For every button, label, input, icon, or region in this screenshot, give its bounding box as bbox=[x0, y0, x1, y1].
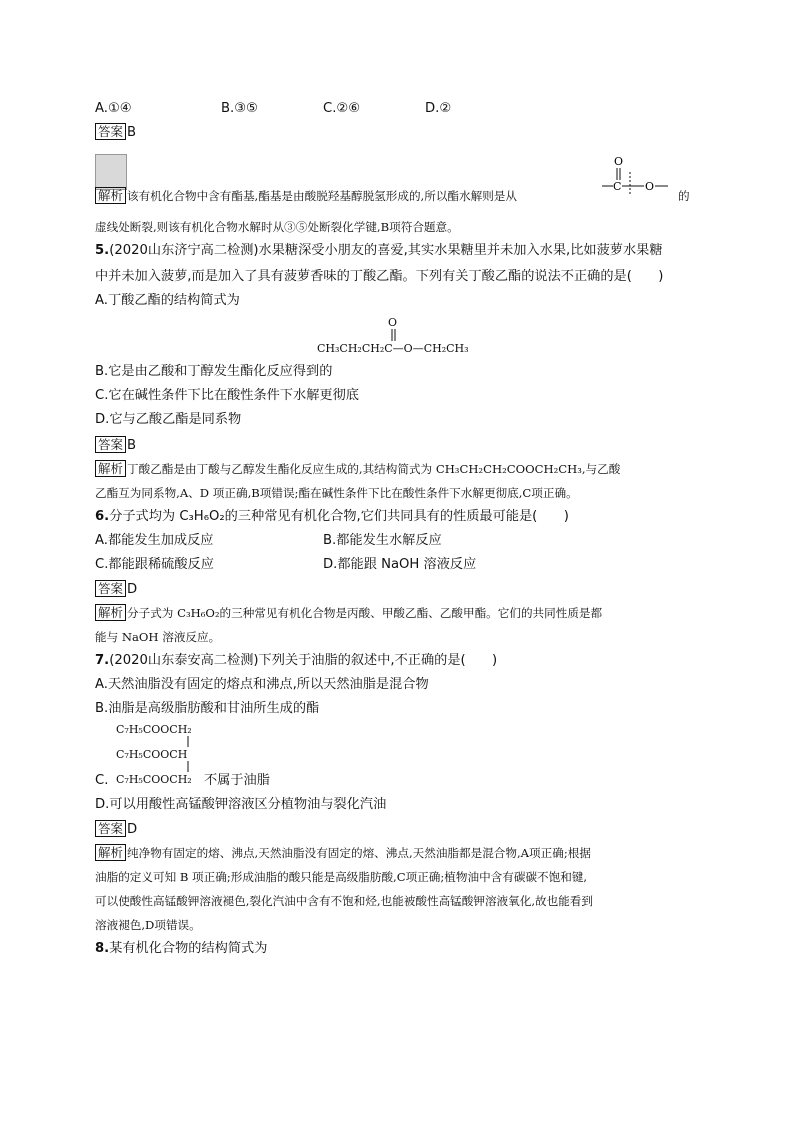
svg-text:C: C bbox=[613, 180, 622, 193]
q7-stem-text: (2020山东泰安高二检测)下列关于油脂的叙述中,不正确的是( ) bbox=[109, 653, 498, 668]
analysis-tag: 解析 bbox=[95, 604, 126, 621]
q8-stem-text: 某有机化合物的结构简式为 bbox=[109, 941, 268, 956]
q5-formula-oxygen: O bbox=[388, 316, 398, 329]
svg-text:O: O bbox=[614, 155, 624, 168]
q6-option-b: B.都能发生水解反应 bbox=[323, 533, 442, 548]
q8-number: 8. bbox=[95, 941, 110, 956]
q7-number: 7. bbox=[95, 653, 110, 668]
q4-option-a: A.①④ bbox=[95, 101, 132, 116]
q6-option-c: C.都能跟稀硫酸反应 bbox=[95, 557, 214, 572]
q7-option-b: B.油脂是高级脂肪酸和甘油所生成的酯 bbox=[95, 701, 320, 716]
q4-option-c: C.②⑥ bbox=[323, 101, 361, 116]
q6-analysis-line-2: 能与 NaOH 溶液反应。 bbox=[95, 630, 221, 644]
answer-tag: 答案 bbox=[95, 580, 126, 597]
q5-stem-line-1 bbox=[95, 242, 663, 260]
q4-option-b: B.③⑤ bbox=[221, 101, 258, 116]
q6-option-a: A.都能发生加成反应 bbox=[95, 533, 214, 548]
q6-analysis-line-1 bbox=[95, 604, 602, 622]
q7-analysis-line-1 bbox=[95, 844, 591, 862]
q7-analysis-line-2: 油脂的定义可知 B 项正确;形成油脂的酸只能是高级脂肪酸,C项正确;植物油中含有碳碳不饱和键, bbox=[95, 870, 588, 884]
q5-option-b: B.它是由乙酸和丁醇发生酯化反应得到的 bbox=[95, 364, 333, 379]
q7-formula-bond-2 bbox=[185, 761, 191, 773]
q8-stem bbox=[95, 940, 267, 958]
q7-stem bbox=[95, 652, 497, 670]
q5-analysis-line-2: 乙酯互为同系物,A、D 项正确,B项错误;酯在碱性条件下比在酸性条件下水解更彻底,C项正确。 bbox=[95, 486, 578, 500]
svg-text:O: O bbox=[645, 180, 655, 193]
q4-analysis-line-1 bbox=[95, 187, 517, 205]
q7-answer: D bbox=[127, 822, 138, 837]
answer-tag: 答案 bbox=[95, 436, 126, 453]
q7-formula-bond-1 bbox=[185, 736, 191, 748]
answer-tag: 答案 bbox=[95, 820, 126, 837]
q5-analysis-text-1: 丁酸乙酯是由丁酸与乙醇发生酯化反应生成的,其结构简式为 CH₃CH₂CH₂COOCH₂CH₃,与乙酸 bbox=[127, 462, 621, 476]
q7-option-c-suffix: 不属于油脂 bbox=[204, 773, 270, 788]
q4-answer-line bbox=[95, 123, 136, 142]
image-placeholder bbox=[95, 154, 127, 190]
q4-answer: B bbox=[127, 125, 137, 140]
q7-analysis-line-3: 可以使酸性高锰酸钾溶液褪色,裂化汽油中含有不饱和烃,也能被酸性高锰酸钾溶液氧化,故也能看到 bbox=[95, 894, 593, 908]
q7-option-a: A.天然油脂没有固定的熔点和沸点,所以天然油脂是混合物 bbox=[95, 677, 429, 692]
q7-formula-line-3: C₇H₅COOCH₂ bbox=[116, 773, 192, 786]
analysis-tag: 解析 bbox=[95, 844, 126, 861]
analysis-tag: 解析 bbox=[95, 187, 126, 204]
q4-analysis-line-2: 虚线处断裂,则该有机化合物水解时从③⑤处断裂化学键,B项符合题意。 bbox=[95, 220, 459, 234]
q5-option-a: A.丁酸乙酯的结构简式为 bbox=[95, 293, 240, 308]
q5-formula-double-bond bbox=[388, 329, 400, 343]
q5-answer: B bbox=[127, 438, 137, 453]
analysis-tag: 解析 bbox=[95, 460, 126, 477]
q5-stem-line-2: 中并未加入菠萝,而是加入了具有菠萝香味的丁酸乙酯。下列有关丁酸乙酯的说法不正确的是( ) bbox=[95, 269, 664, 284]
q5-stem-1: (2020山东济宁高二检测)水果糖深受小朋友的喜爱,其实水果糖里并未加入水果,比如菠萝水果糖 bbox=[109, 243, 663, 258]
q6-analysis-text-1: 分子式为 C₃H₆O₂的三种常见有机化合物是丙酸、甲酸乙酯、乙酸甲酯。它们的共同性质是都 bbox=[127, 606, 603, 620]
q5-option-d: D.它与乙酸乙酯是同系物 bbox=[95, 412, 242, 427]
q4-option-d: D.② bbox=[425, 101, 452, 116]
q5-option-c: C.它在碱性条件下比在酸性条件下水解更彻底 bbox=[95, 388, 359, 403]
q7-option-d: D.可以用酸性高锰酸钾溶液区分植物油与裂化汽油 bbox=[95, 797, 387, 812]
q7-formula-line-2: C₇H₅COOCH bbox=[116, 748, 188, 761]
q7-option-c-prefix: C. bbox=[95, 773, 109, 788]
q5-answer-line bbox=[95, 436, 136, 455]
q4-analysis-end: 的 bbox=[678, 189, 690, 203]
q6-number: 6. bbox=[95, 509, 110, 524]
q6-answer-line bbox=[95, 580, 137, 599]
q5-formula-main: CH₃CH₂CH₂C—O—CH₂CH₃ bbox=[317, 342, 469, 355]
q6-stem-text: 分子式均为 C₃H₆O₂的三种常见有机化合物,它们共同具有的性质最可能是( ) bbox=[109, 509, 569, 524]
q6-answer: D bbox=[127, 582, 138, 597]
q4-analysis-text-1: 该有机化合物中含有酯基,酯基是由酸脱羟基醇脱氢形成的,所以酯水解则是从 bbox=[127, 189, 517, 203]
q7-formula-line-1: C₇H₅COOCH₂ bbox=[116, 723, 192, 736]
q7-analysis-text-1: 纯净物有固定的熔、沸点,天然油脂没有固定的熔、沸点,天然油脂都是混合物,A项正确;根据 bbox=[127, 846, 591, 860]
q7-answer-line bbox=[95, 820, 137, 839]
q6-stem bbox=[95, 508, 569, 526]
answer-tag: 答案 bbox=[95, 123, 126, 140]
q7-analysis-line-4: 溶液褪色,D项错误。 bbox=[95, 918, 201, 932]
ester-bond-diagram bbox=[598, 154, 678, 198]
q5-number: 5. bbox=[95, 243, 110, 258]
q5-analysis-line-1 bbox=[95, 460, 620, 478]
q6-option-d: D.都能跟 NaOH 溶液反应 bbox=[323, 557, 477, 572]
